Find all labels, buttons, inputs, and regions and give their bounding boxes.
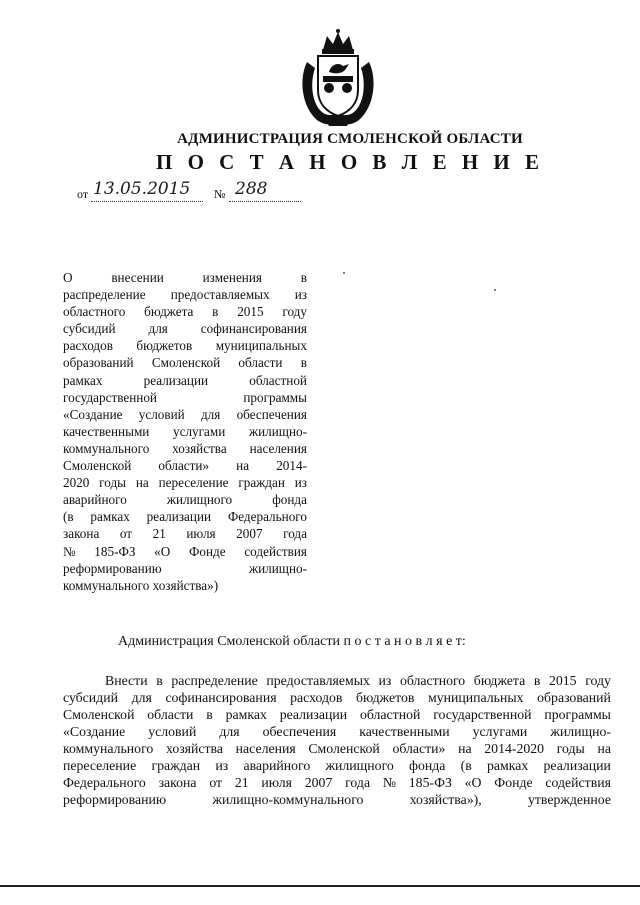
word: областной [359, 707, 421, 722]
word: предоставляемых [266, 673, 370, 688]
word: Фонде [494, 775, 533, 790]
coat-of-arms-icon [295, 28, 381, 128]
scan-speck [343, 272, 345, 274]
word: аварийного [63, 492, 127, 508]
word: коммунального [63, 741, 154, 756]
word: переселение [63, 758, 137, 773]
word: содействия [244, 543, 307, 559]
text-line [63, 740, 611, 757]
word: содействия [545, 775, 611, 790]
word: Смоленской [151, 355, 221, 371]
word: 2015 [548, 673, 577, 688]
word: распределение [171, 673, 258, 688]
word: О [63, 270, 73, 285]
decree-statement: Администрация Смоленской области п о с т а н о в л я е т: [118, 634, 466, 649]
word: областной [249, 372, 307, 388]
word: программы [243, 389, 307, 405]
word: государственной [433, 707, 532, 722]
text-line [63, 337, 307, 354]
word: муниципальных [428, 690, 524, 705]
text-line [63, 791, 611, 808]
word: 185-ФЗ [408, 775, 452, 790]
word: годы [556, 741, 585, 756]
text-line [63, 723, 611, 740]
word: обеспечения [262, 724, 337, 739]
word: программы [544, 707, 611, 722]
decree-body [63, 672, 611, 808]
word: в [212, 304, 219, 320]
word: населения [235, 741, 296, 756]
text-line [63, 774, 611, 791]
word: хозяйства»), [409, 792, 482, 807]
word: Внести [105, 673, 148, 688]
word: для [148, 321, 168, 337]
word: 185-ФЗ [94, 543, 136, 559]
word: внесении [111, 270, 164, 285]
word: утвержденное [527, 792, 611, 807]
word: софинансирования [165, 690, 277, 705]
word: населения [249, 440, 307, 456]
word: условий [148, 724, 197, 739]
word: годы [99, 475, 127, 491]
text-line [63, 491, 307, 508]
word: Федерального [63, 775, 146, 790]
word: области» [158, 458, 210, 474]
number-value: 288 [235, 179, 268, 199]
text-line [63, 440, 307, 457]
text-line [63, 560, 307, 577]
text-line [63, 406, 307, 423]
text-line [63, 474, 307, 491]
word: закона [158, 775, 197, 790]
word: года [345, 775, 371, 790]
text-line [63, 706, 611, 723]
word: жилищно- [248, 423, 307, 439]
organization-name: АДМИНИСТРАЦИЯ СМОЛЕНСКОЙ ОБЛАСТИ [177, 131, 523, 147]
word: № [382, 775, 397, 790]
word: реализации [543, 758, 611, 773]
word: 2007 [304, 775, 333, 790]
word: из [378, 673, 392, 688]
word: 21 [152, 526, 166, 542]
word: качественными [63, 423, 150, 439]
word: на [458, 741, 472, 756]
word: из [215, 758, 229, 773]
word: бюджета [144, 304, 194, 320]
word: рамках [90, 509, 130, 525]
word: июля [261, 775, 292, 790]
text-line [63, 423, 307, 440]
word: фонда [272, 492, 307, 508]
word: для [200, 406, 221, 422]
word: качественными [359, 724, 450, 739]
word: «О [464, 775, 482, 790]
word: от [119, 526, 133, 542]
word: расходов [290, 690, 343, 705]
word: Федерального [227, 509, 307, 525]
word: аварийного [243, 758, 311, 773]
word: реализации [279, 707, 348, 722]
word: предоставляемых [170, 287, 270, 303]
word: реформированию [63, 792, 167, 807]
word: образований [537, 690, 611, 705]
word: 2014- [276, 458, 307, 474]
text-line [63, 320, 307, 337]
word: в [533, 673, 541, 688]
text-line [63, 525, 307, 542]
word: (в [460, 758, 472, 773]
word: от [209, 775, 223, 790]
date-number-line [77, 181, 377, 205]
word: 2014-2020 [484, 741, 545, 756]
word: обеспечения [236, 406, 307, 422]
word: Фонде [188, 543, 226, 559]
word: июля [186, 526, 216, 542]
word: области [238, 355, 283, 371]
word: Смоленской [63, 458, 132, 474]
word: области [147, 707, 194, 722]
word: государственной [63, 389, 157, 405]
word: бюджетов [356, 690, 415, 705]
word: субсидий [63, 690, 118, 705]
word: реформированию [63, 560, 162, 576]
word: Смоленской [308, 741, 380, 756]
word: Смоленской [63, 707, 135, 722]
word: № [63, 543, 76, 559]
decree-title [63, 269, 307, 594]
word: рамках [486, 758, 529, 773]
word: условий [138, 406, 185, 422]
word: хозяйства [165, 741, 224, 756]
text-line [63, 508, 307, 525]
word: жилищного [325, 758, 394, 773]
word: областного [399, 673, 466, 688]
document-type-title: П О С Т А Н О В Л Е Н И Е [155, 150, 544, 174]
word: изменения [202, 270, 262, 285]
word: софинансирования [200, 321, 307, 337]
word: услугами [173, 423, 226, 439]
word: 2007 [236, 526, 263, 542]
word: в [300, 355, 307, 371]
word: жилищно- [248, 560, 307, 576]
text-line [63, 543, 307, 560]
word: жилищно- [550, 724, 611, 739]
word: реализации [143, 372, 209, 388]
word: 21 [234, 775, 249, 790]
word: году [585, 673, 611, 688]
word: на [597, 741, 611, 756]
number-underline [229, 201, 301, 202]
text-line [63, 269, 307, 286]
word: граждан [151, 758, 201, 773]
word: на [135, 475, 149, 491]
date-underline [91, 201, 203, 202]
text-line [63, 457, 307, 474]
number-label: № [214, 187, 226, 201]
page-bottom-edge [0, 885, 640, 887]
word: бюджета [473, 673, 526, 688]
word: «Создание [63, 406, 123, 422]
word: из [294, 475, 307, 491]
word: года [283, 526, 307, 542]
text-line [63, 389, 307, 406]
word: рамках [225, 707, 267, 722]
text-line [63, 354, 307, 371]
word: жилищного [166, 492, 233, 508]
word: рамках [63, 372, 103, 388]
word: (в [63, 509, 74, 525]
word: закона [63, 526, 100, 542]
word: для [131, 690, 152, 705]
word: образований [63, 355, 134, 371]
word: на [236, 458, 250, 474]
text-line [63, 672, 611, 689]
word: переселение [158, 475, 229, 491]
word: областного [63, 304, 126, 320]
word: области» [392, 741, 446, 756]
word: «О [154, 543, 171, 559]
word: услугами [472, 724, 528, 739]
date-value: 13.05.2015 [93, 179, 191, 199]
word: в [206, 707, 213, 722]
word: для [219, 724, 240, 739]
scan-speck [494, 289, 496, 291]
word: году [282, 304, 307, 320]
text-line [63, 286, 307, 303]
word: жилищно-коммунального [212, 792, 364, 807]
word: субсидий [63, 321, 116, 337]
word: коммунального [63, 440, 150, 456]
text-line [63, 757, 611, 774]
text-line [63, 372, 307, 389]
word: граждан [238, 475, 285, 491]
word: в [300, 270, 307, 285]
text-line [63, 577, 307, 594]
word: распределение [63, 287, 146, 303]
word: реализации [146, 509, 212, 525]
date-label: от [77, 187, 89, 201]
word: из [294, 287, 307, 303]
word: в [156, 673, 163, 688]
text-line [63, 689, 611, 706]
word: 2015 [237, 304, 264, 320]
text-line [63, 303, 307, 320]
word: 2020 [63, 475, 90, 491]
word: хозяйства [172, 440, 227, 456]
word: фонда [409, 758, 446, 773]
word: расходов [63, 338, 113, 354]
word: «Создание [63, 724, 126, 739]
word: коммунального хозяйства») [63, 577, 219, 593]
word: бюджетов [136, 338, 193, 354]
word: муниципальных [215, 338, 307, 354]
